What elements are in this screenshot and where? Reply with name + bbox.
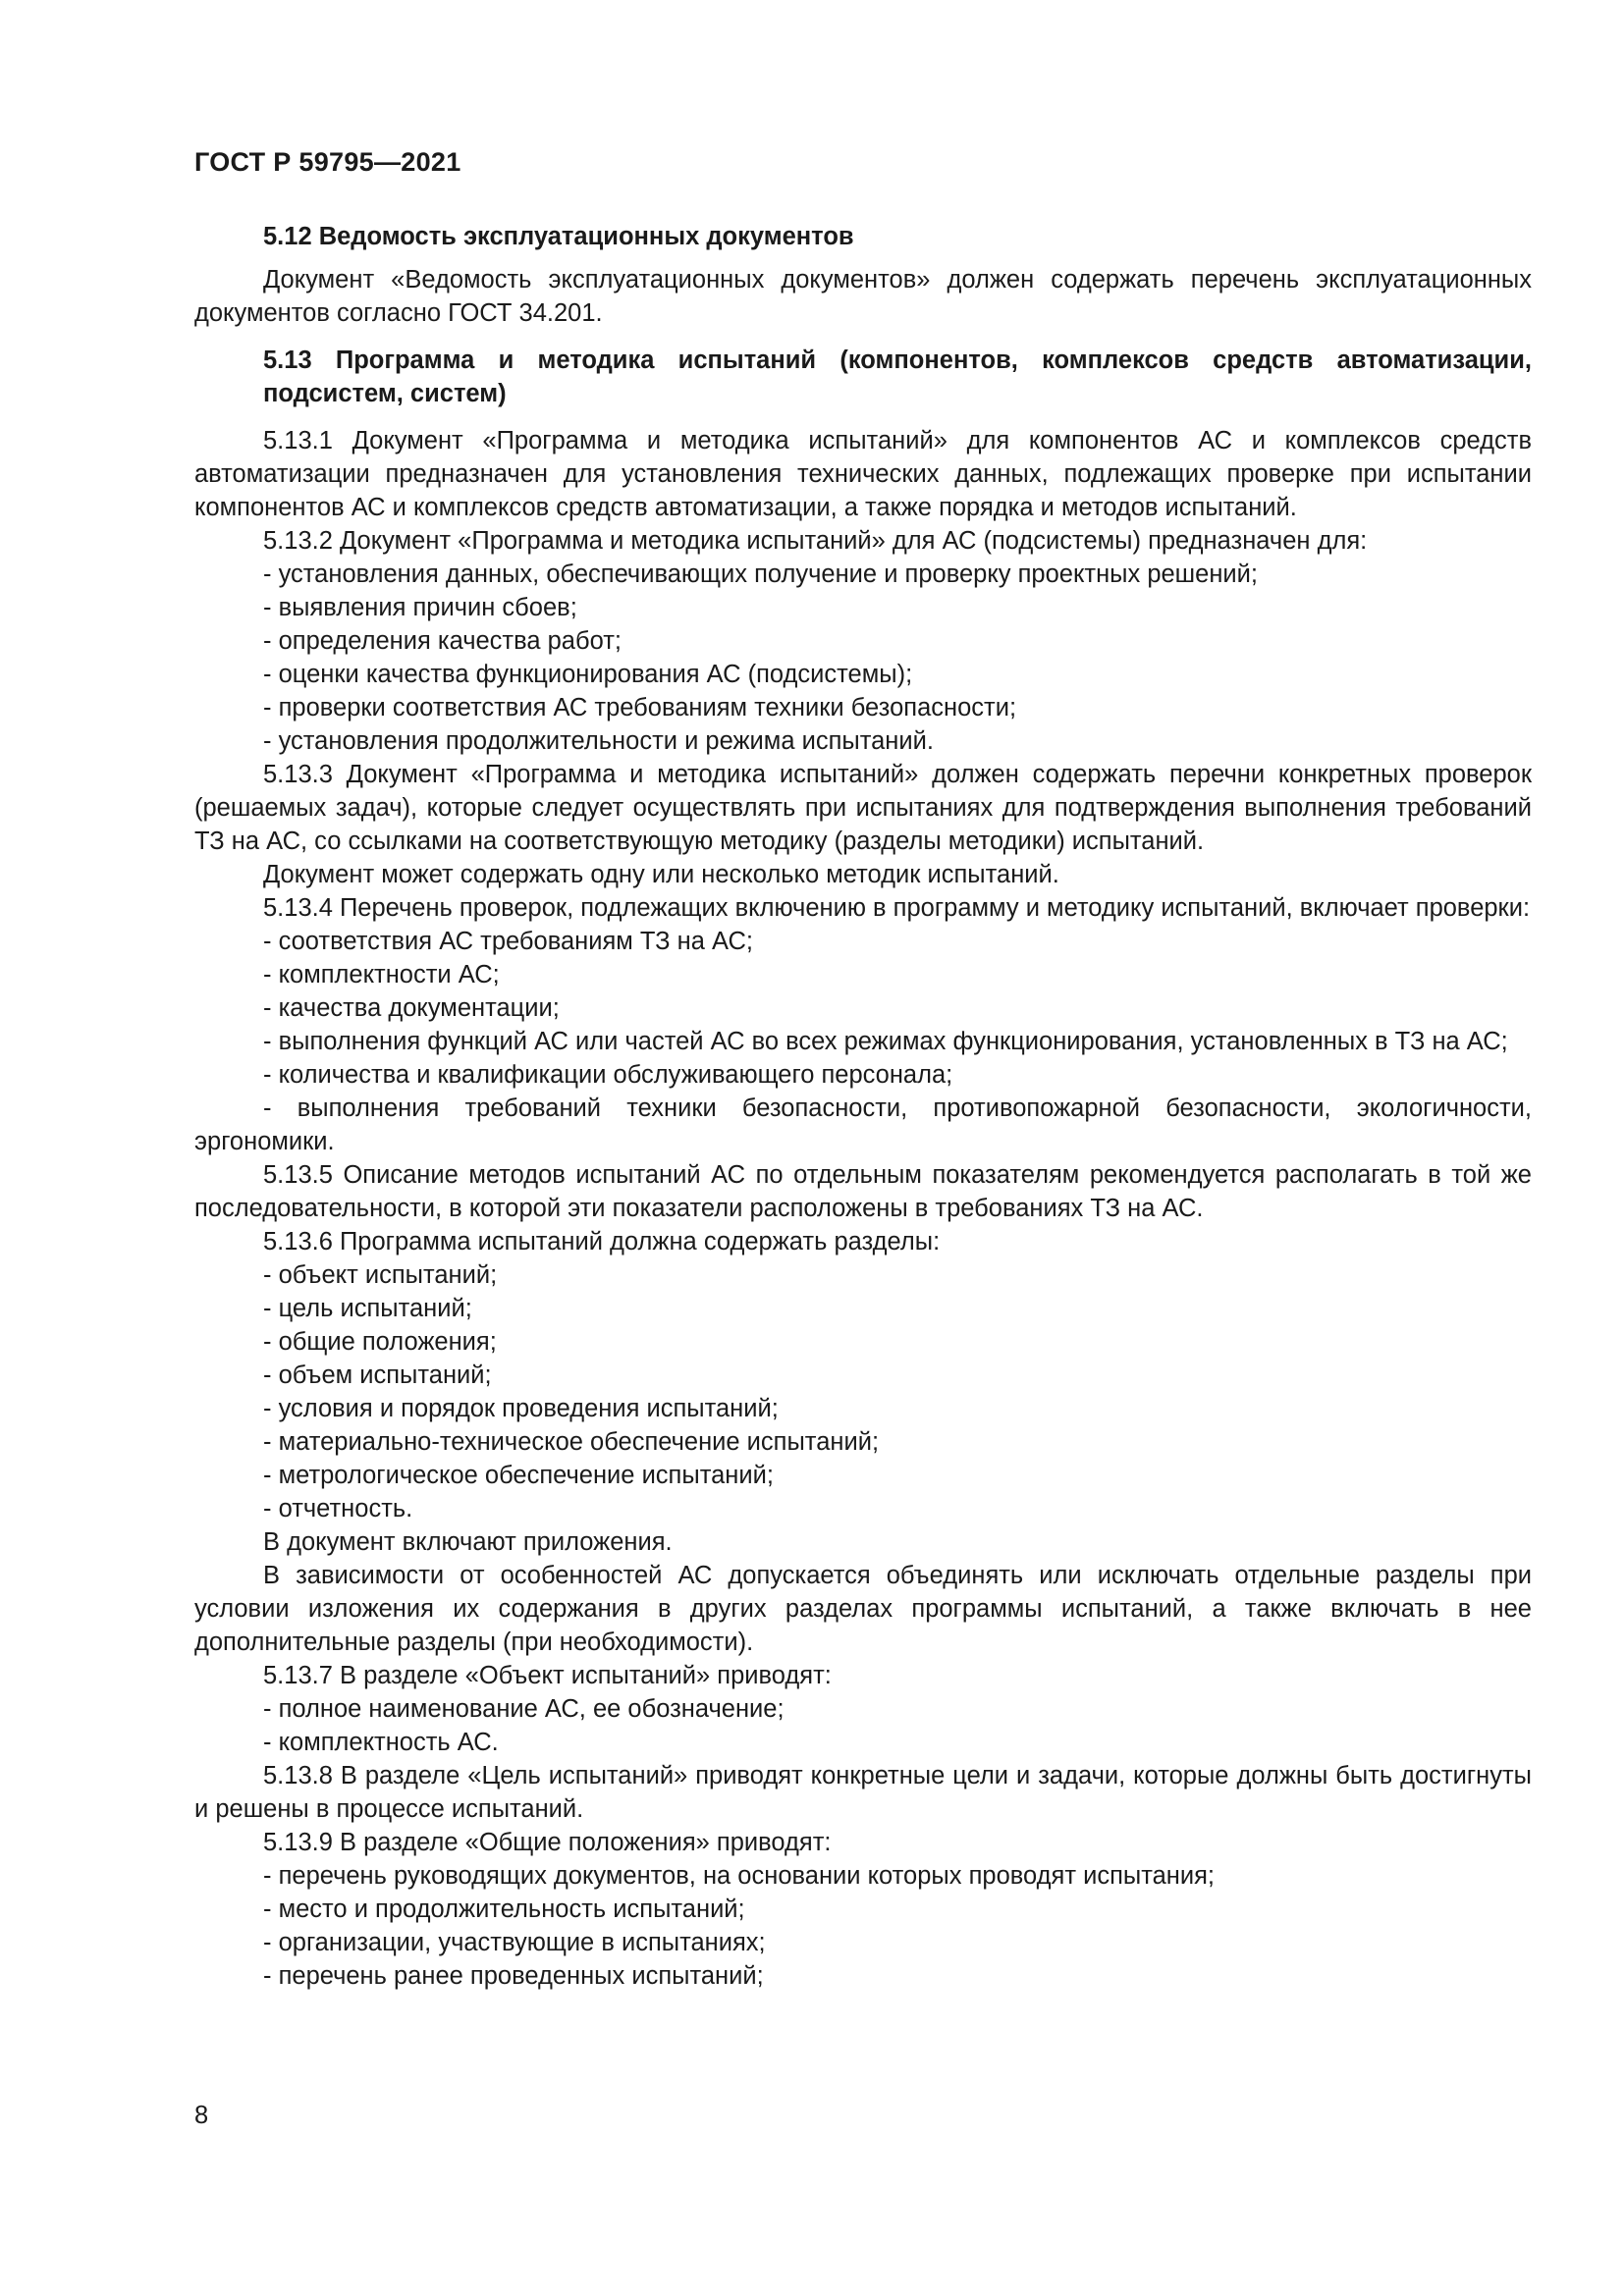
- list-item: - организации, участвующие в испытаниях;: [263, 1929, 766, 1956]
- paragraph: 5.13.3 Документ «Программа и методика испытаний» должен содержать перечни конкретных проверок (решаемых задач), которые следует осуществлять при испытаниях для подтверждения выполнения требований ТЗ на АС, со ссылками на соответствующую методику (разделы методики) испытаний.: [194, 761, 1532, 855]
- section-heading-5-13: 5.13 Программа и методика испытаний (компонентов, комплексов средств автоматизации, подсистем, систем): [263, 347, 1532, 407]
- list-item: - качества документации;: [263, 994, 560, 1022]
- section-heading-5-12: 5.12 Ведомость эксплуатационных документов: [263, 223, 854, 250]
- list-item: - соответствия АС требованиям ТЗ на АС;: [263, 928, 753, 955]
- list-item: - комплектность АС.: [263, 1729, 499, 1756]
- list-item: - перечень ранее проведенных испытаний;: [263, 1962, 764, 1990]
- list-item: - выполнения функций АС или частей АС во всех режимах функционирования, установленных в ТЗ на АС;: [263, 1028, 1508, 1055]
- paragraph: 5.13.4 Перечень проверок, подлежащих включению в программу и методику испытаний, включает проверки:: [263, 894, 1531, 922]
- paragraph: В зависимости от особенностей АС допускается объединять или исключать отдельные разделы при условии изложения их содержания в других разделах программы испытаний, а также включать в нее дополнительные разделы (при необходимости).: [194, 1562, 1532, 1656]
- list-item: - выявления причин сбоев;: [263, 594, 577, 621]
- list-item: - установления данных, обеспечивающих получение и проверку проектных решений;: [263, 561, 1258, 588]
- document-body: [194, 220, 1532, 1993]
- list-item: - метрологическое обеспечение испытаний;: [263, 1462, 774, 1489]
- list-item: - место и продолжительность испытаний;: [263, 1896, 745, 1923]
- paragraph: Документ «Ведомость эксплуатационных документов» должен содержать перечень эксплуатационных документов согласно ГОСТ 34.201.: [194, 266, 1532, 327]
- paragraph: Документ может содержать одну или несколько методик испытаний.: [263, 861, 1059, 888]
- paragraph: 5.13.5 Описание методов испытаний АС по отдельным показателям рекомендуется располагать в той же последовательности, в которой эти показатели расположены в требованиях ТЗ на АС.: [194, 1161, 1532, 1222]
- list-item: - проверки соответствия АС требованиям техники безопасности;: [263, 694, 1017, 721]
- list-item: - оценки качества функционирования АС (подсистемы);: [263, 661, 913, 688]
- paragraph: 5.13.8 В разделе «Цель испытаний» приводят конкретные цели и задачи, которые должны быть достигнуты и решены в процессе испытаний.: [194, 1762, 1532, 1823]
- list-item: - установления продолжительности и режима испытаний.: [263, 727, 934, 755]
- list-item: - перечень руководящих документов, на основании которых проводят испытания;: [263, 1862, 1216, 1890]
- list-item: - общие положения;: [263, 1328, 497, 1356]
- list-item: - условия и порядок проведения испытаний;: [263, 1395, 779, 1422]
- list-item: - объект испытаний;: [263, 1261, 498, 1289]
- list-item: - комплектности АС;: [263, 961, 500, 988]
- paragraph: 5.13.2 Документ «Программа и методика испытаний» для АС (подсистемы) предназначен для:: [263, 527, 1368, 555]
- page-number: 8: [194, 2102, 209, 2129]
- paragraph: 5.13.7 В разделе «Объект испытаний» приводят:: [263, 1662, 832, 1689]
- list-item: - материально-техническое обеспечение испытаний;: [263, 1428, 880, 1456]
- list-item: - объем испытаний;: [263, 1362, 492, 1389]
- document-header: ГОСТ Р 59795—2021: [194, 147, 461, 177]
- paragraph: 5.13.1 Документ «Программа и методика испытаний» для компонентов АС и комплексов средств автоматизации предназначен для установления технических данных, подлежащих проверке при испытании компонентов АС и комплексов средств автоматизации, а также порядка и методов испытаний.: [194, 427, 1532, 521]
- list-item: - количества и квалификации обслуживающего персонала;: [263, 1061, 953, 1089]
- list-item: - отчетность.: [263, 1495, 413, 1522]
- paragraph: 5.13.6 Программа испытаний должна содержать разделы:: [263, 1228, 941, 1255]
- list-item: - выполнения требований техники безопасности, противопожарной безопасности, экологичности, эргономики.: [194, 1095, 1532, 1155]
- list-item: - определения качества работ;: [263, 627, 622, 655]
- paragraph: В документ включают приложения.: [263, 1528, 673, 1556]
- list-item: - цель испытаний;: [263, 1295, 472, 1322]
- paragraph: 5.13.9 В разделе «Общие положения» приводят:: [263, 1829, 832, 1856]
- list-item: - полное наименование АС, ее обозначение;: [263, 1695, 785, 1723]
